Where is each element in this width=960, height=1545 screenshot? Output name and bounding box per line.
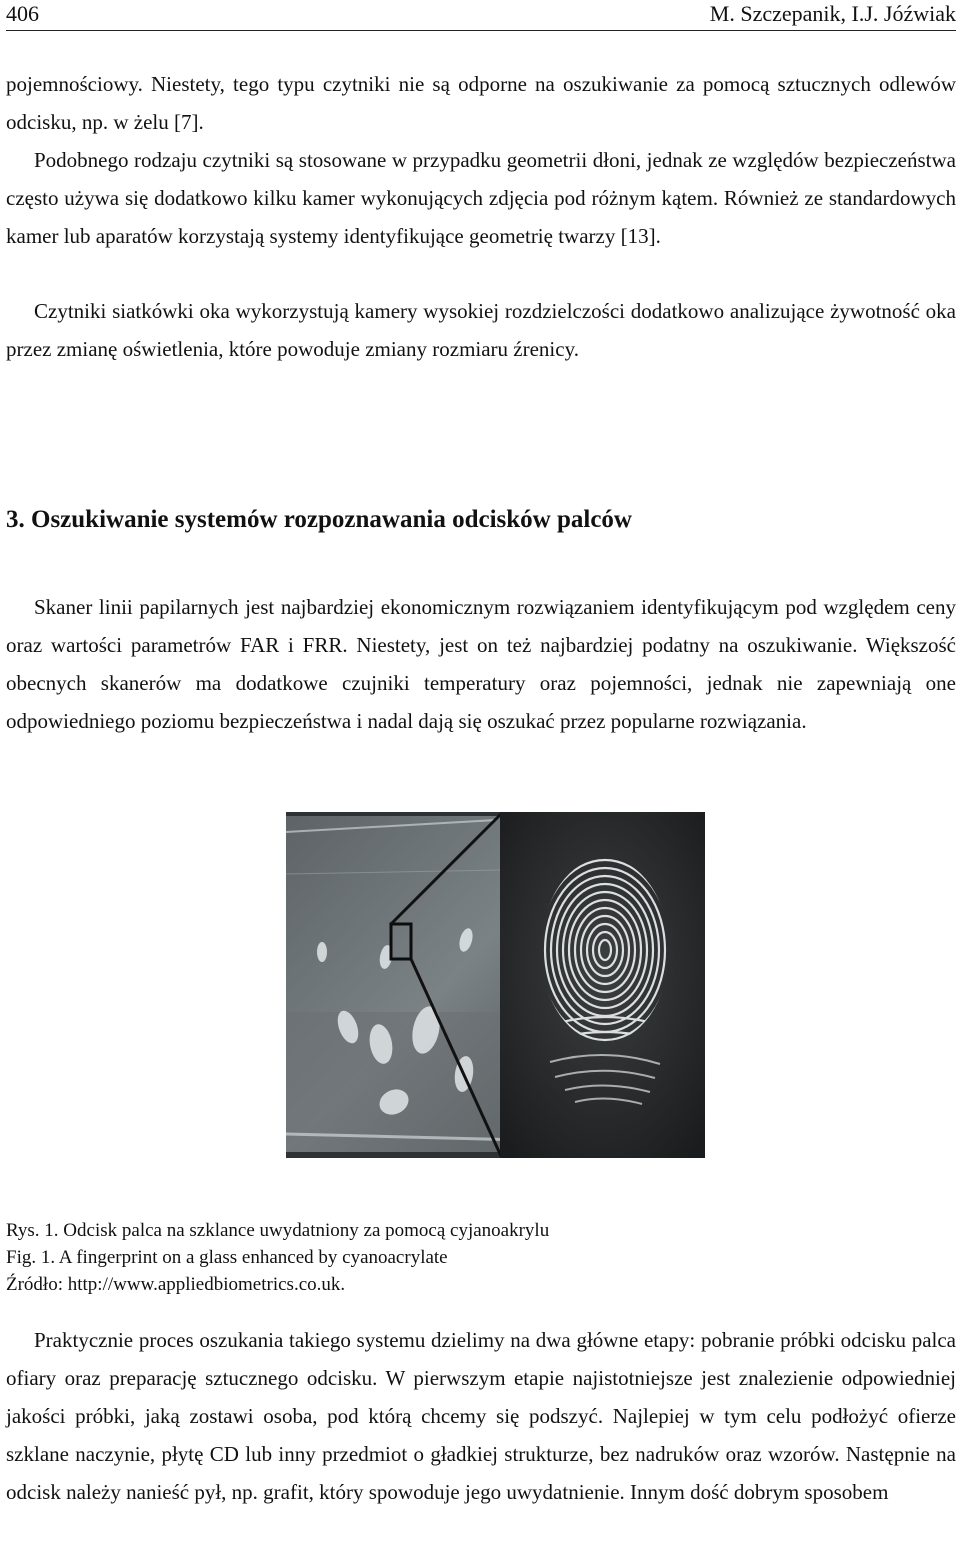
paragraph-4: Skaner linii papilarnych jest najbardziej ekonomicznym rozwiązaniem identyfikującym pod względem ceny oraz wartości parametrów FAR i FRR. Niestety, jest on też najbardziej podatny na oszukiwanie. Większość obecnych skanerów ma dodatkowe czujniki temperatury oraz pojemności, jednak nie zapewniają one odpowiedniego poziomu bezpieczeństwa i nadal dają się oszukać przez popularne rozwiązania. <box>6 595 956 733</box>
paragraph-1: pojemnościowy. Niestety, tego typu czytniki nie są odporne na oszukiwanie za pomocą sztucznych odlewów odcisku, np. w żelu [7]. <box>6 72 956 134</box>
running-head-authors: M. Szczepanik, I.J. Jóźwiak <box>709 1 956 26</box>
page-number: 406 <box>6 1 39 26</box>
paragraph-2: Podobnego rodzaju czytniki są stosowane w przypadku geometrii dłoni, jednak ze względów bezpieczeństwa często używa się dodatkowo kilku kamer wykonujących zdjęcia pod różnym kątem. Również ze standardowych kamer lub aparatów korzystają systemy identyfikujące geometrię twarzy [13]. <box>6 148 956 248</box>
section-heading: 3. Oszukiwanie systemów rozpoznawania odcisków palców <box>6 506 632 533</box>
page-header <box>6 0 956 31</box>
fingerprint-zoom <box>500 812 705 1158</box>
caption-source: Źródło: http://www.appliedbiometrics.co.uk. <box>6 1274 346 1295</box>
figure-caption <box>6 1217 549 1298</box>
paragraph-3: Czytniki siatkówki oka wykorzystują kamery wysokiej rozdzielczości dodatkowo analizujące żywotność oka przez zmianę oświetlenia, które powoduje zmiany rozmiaru źrenicy. <box>6 299 956 361</box>
paragraph-5: Praktycznie proces oszukania takiego systemu dzielimy na dwa główne etapy: pobranie próbki odcisku palca ofiary oraz preparację sztucznego odcisku. W pierwszym etapie najistotniejsze jest znalezienie odpowiedniej jakości próbki, jaką zostawi osoba, pod którą chcemy się podszyć. Najlepiej w tym celu podłożyć ofierze szklane naczynie, płytę CD lub inny przedmiot o gładkiej strukturze, bez nadruków oraz wzorów. Następnie na odcisk należy nanieść pył, np. grafit, który spowoduje jego uwydatnienie. Innym dość dobrym sposobem <box>6 1328 956 1504</box>
fingerprint-image <box>286 812 705 1158</box>
caption-polish: Rys. 1. Odcisk palca na szklance uwydatniony za pomocą cyjanoakrylu <box>6 1220 550 1241</box>
fingerprint-figure <box>286 812 705 1158</box>
caption-english: Fig. 1. A fingerprint on a glass enhanced by cyanoacrylate <box>6 1247 448 1268</box>
